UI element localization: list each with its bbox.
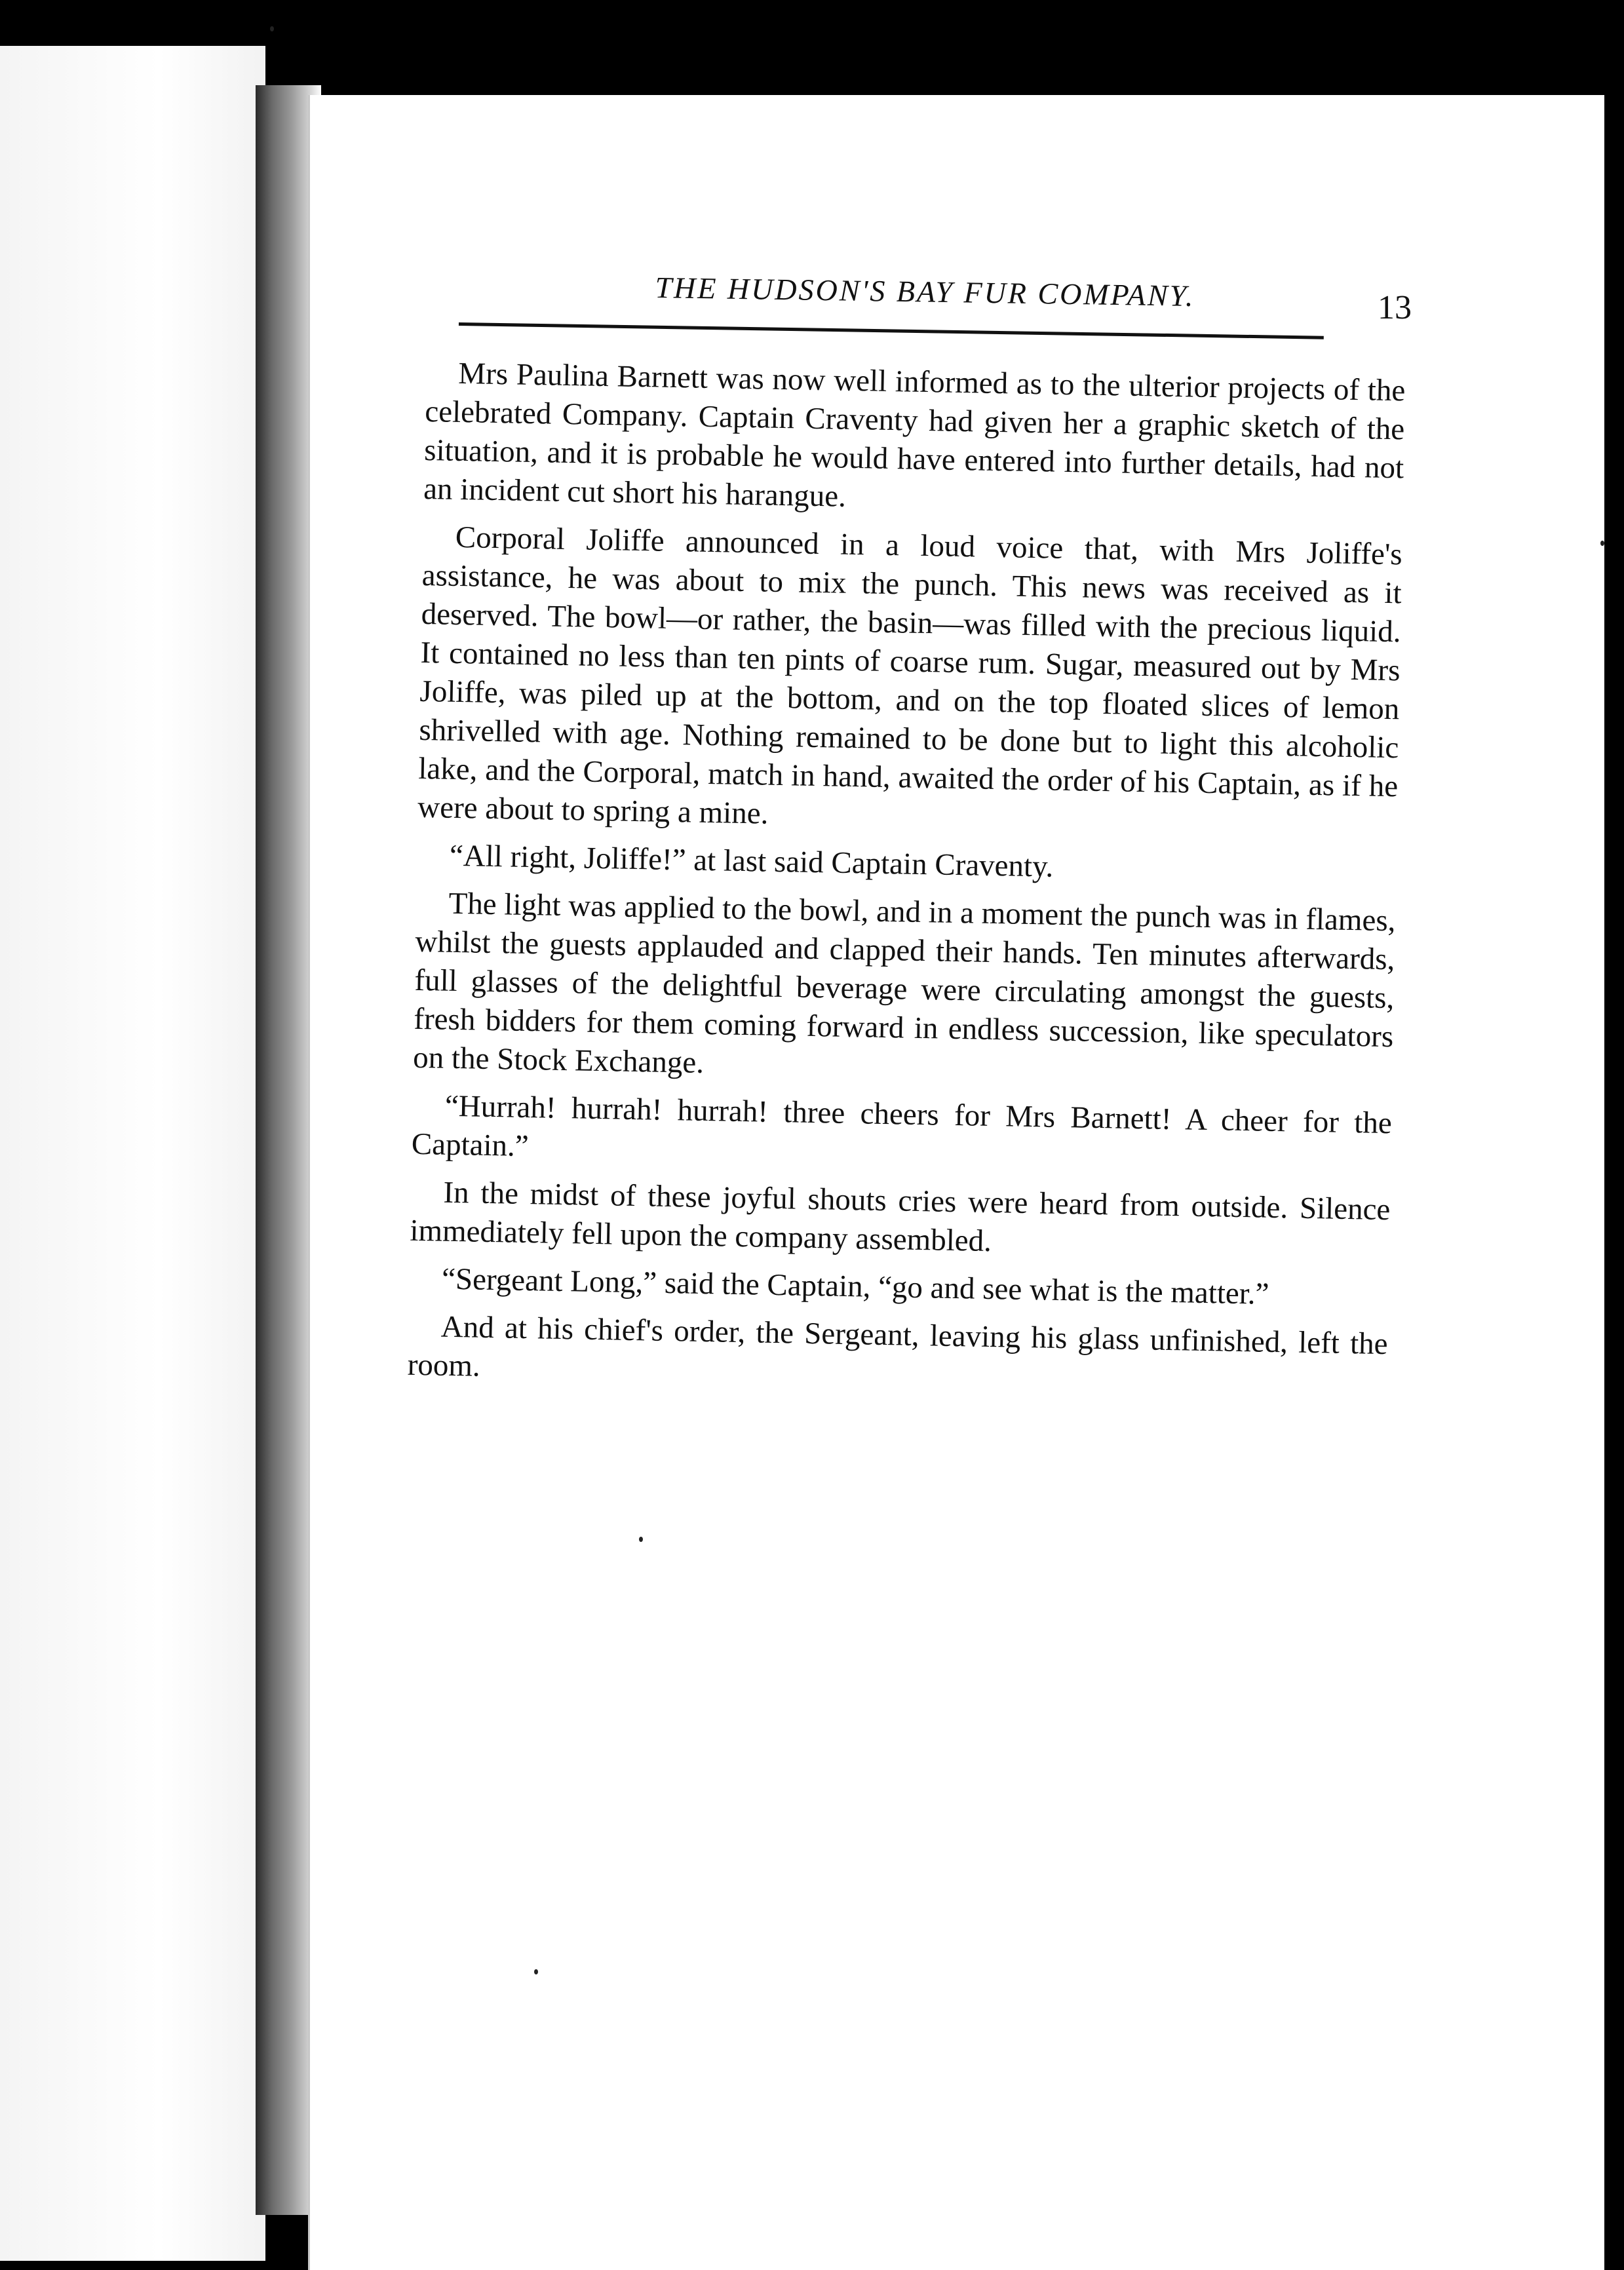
body-text xyxy=(407,354,1406,1412)
paragraph: “Hurrah! hurrah! hurrah! three cheers for Mrs Barnett! A cheer for the Captain.” xyxy=(411,1088,1393,1164)
paragraph: Mrs Paulina Barnett was now well informed as to the ulterior projects of the celebrated Company. Captain Craventy had given her a graphic sketch of the situation, and it is probable he would have entered into further details, had not an incident cut short his harangue. xyxy=(423,356,1406,514)
page-number: 13 xyxy=(1378,289,1412,326)
ink-speck xyxy=(639,1537,643,1542)
running-title: THE HUDSON'S BAY FUR COMPANY. xyxy=(655,270,1195,313)
scan-border xyxy=(1604,0,1624,2270)
paragraph: “Sergeant Long,” said the Captain, “go and see what is the matter.” xyxy=(441,1261,1269,1311)
ink-speck xyxy=(534,1969,538,1974)
paragraph: In the midst of these joyful shouts cries were heard from outside. Silence immediately fell upon the company assembled. xyxy=(410,1175,1391,1259)
paragraph: The light was applied to the bowl, and in a moment the punch was in flames, whilst the guests applauded and clapped their hands. Ten minutes afterwards, full glasses of the delightful beverage were circulating amongst the guests, fresh bidders for them coming forward in endless succession, like speculators on the Stock Exchange. xyxy=(412,886,1396,1080)
previous-page-edge xyxy=(0,46,265,2261)
ink-speck xyxy=(1600,541,1604,546)
paragraph: And at his chief's order, the Sergeant, leaving his glass unfinished, left the room. xyxy=(407,1309,1389,1383)
ink-speck xyxy=(270,26,274,31)
paragraph: Corporal Joliffe announced in a loud voice that, with Mrs Joliffe's assistance, he was about to mix the punch. This news was received as it deserved. The bowl—or rather, the basin—was filled with the precious liquid. It contained no less than ten pints of coarse rum. Sugar, measured out by Mrs Joliffe, was piled up at the bottom, and on the top floated slices of lemon shrivelled with age. Nothing remained to be done but to light this alcoholic lake, and the Corporal, match in hand, awaited the order of his Captain, as if he were about to spring a mine. xyxy=(417,520,1403,831)
paragraph: “All right, Joliffe!” at last said Captain Craventy. xyxy=(449,838,1054,884)
